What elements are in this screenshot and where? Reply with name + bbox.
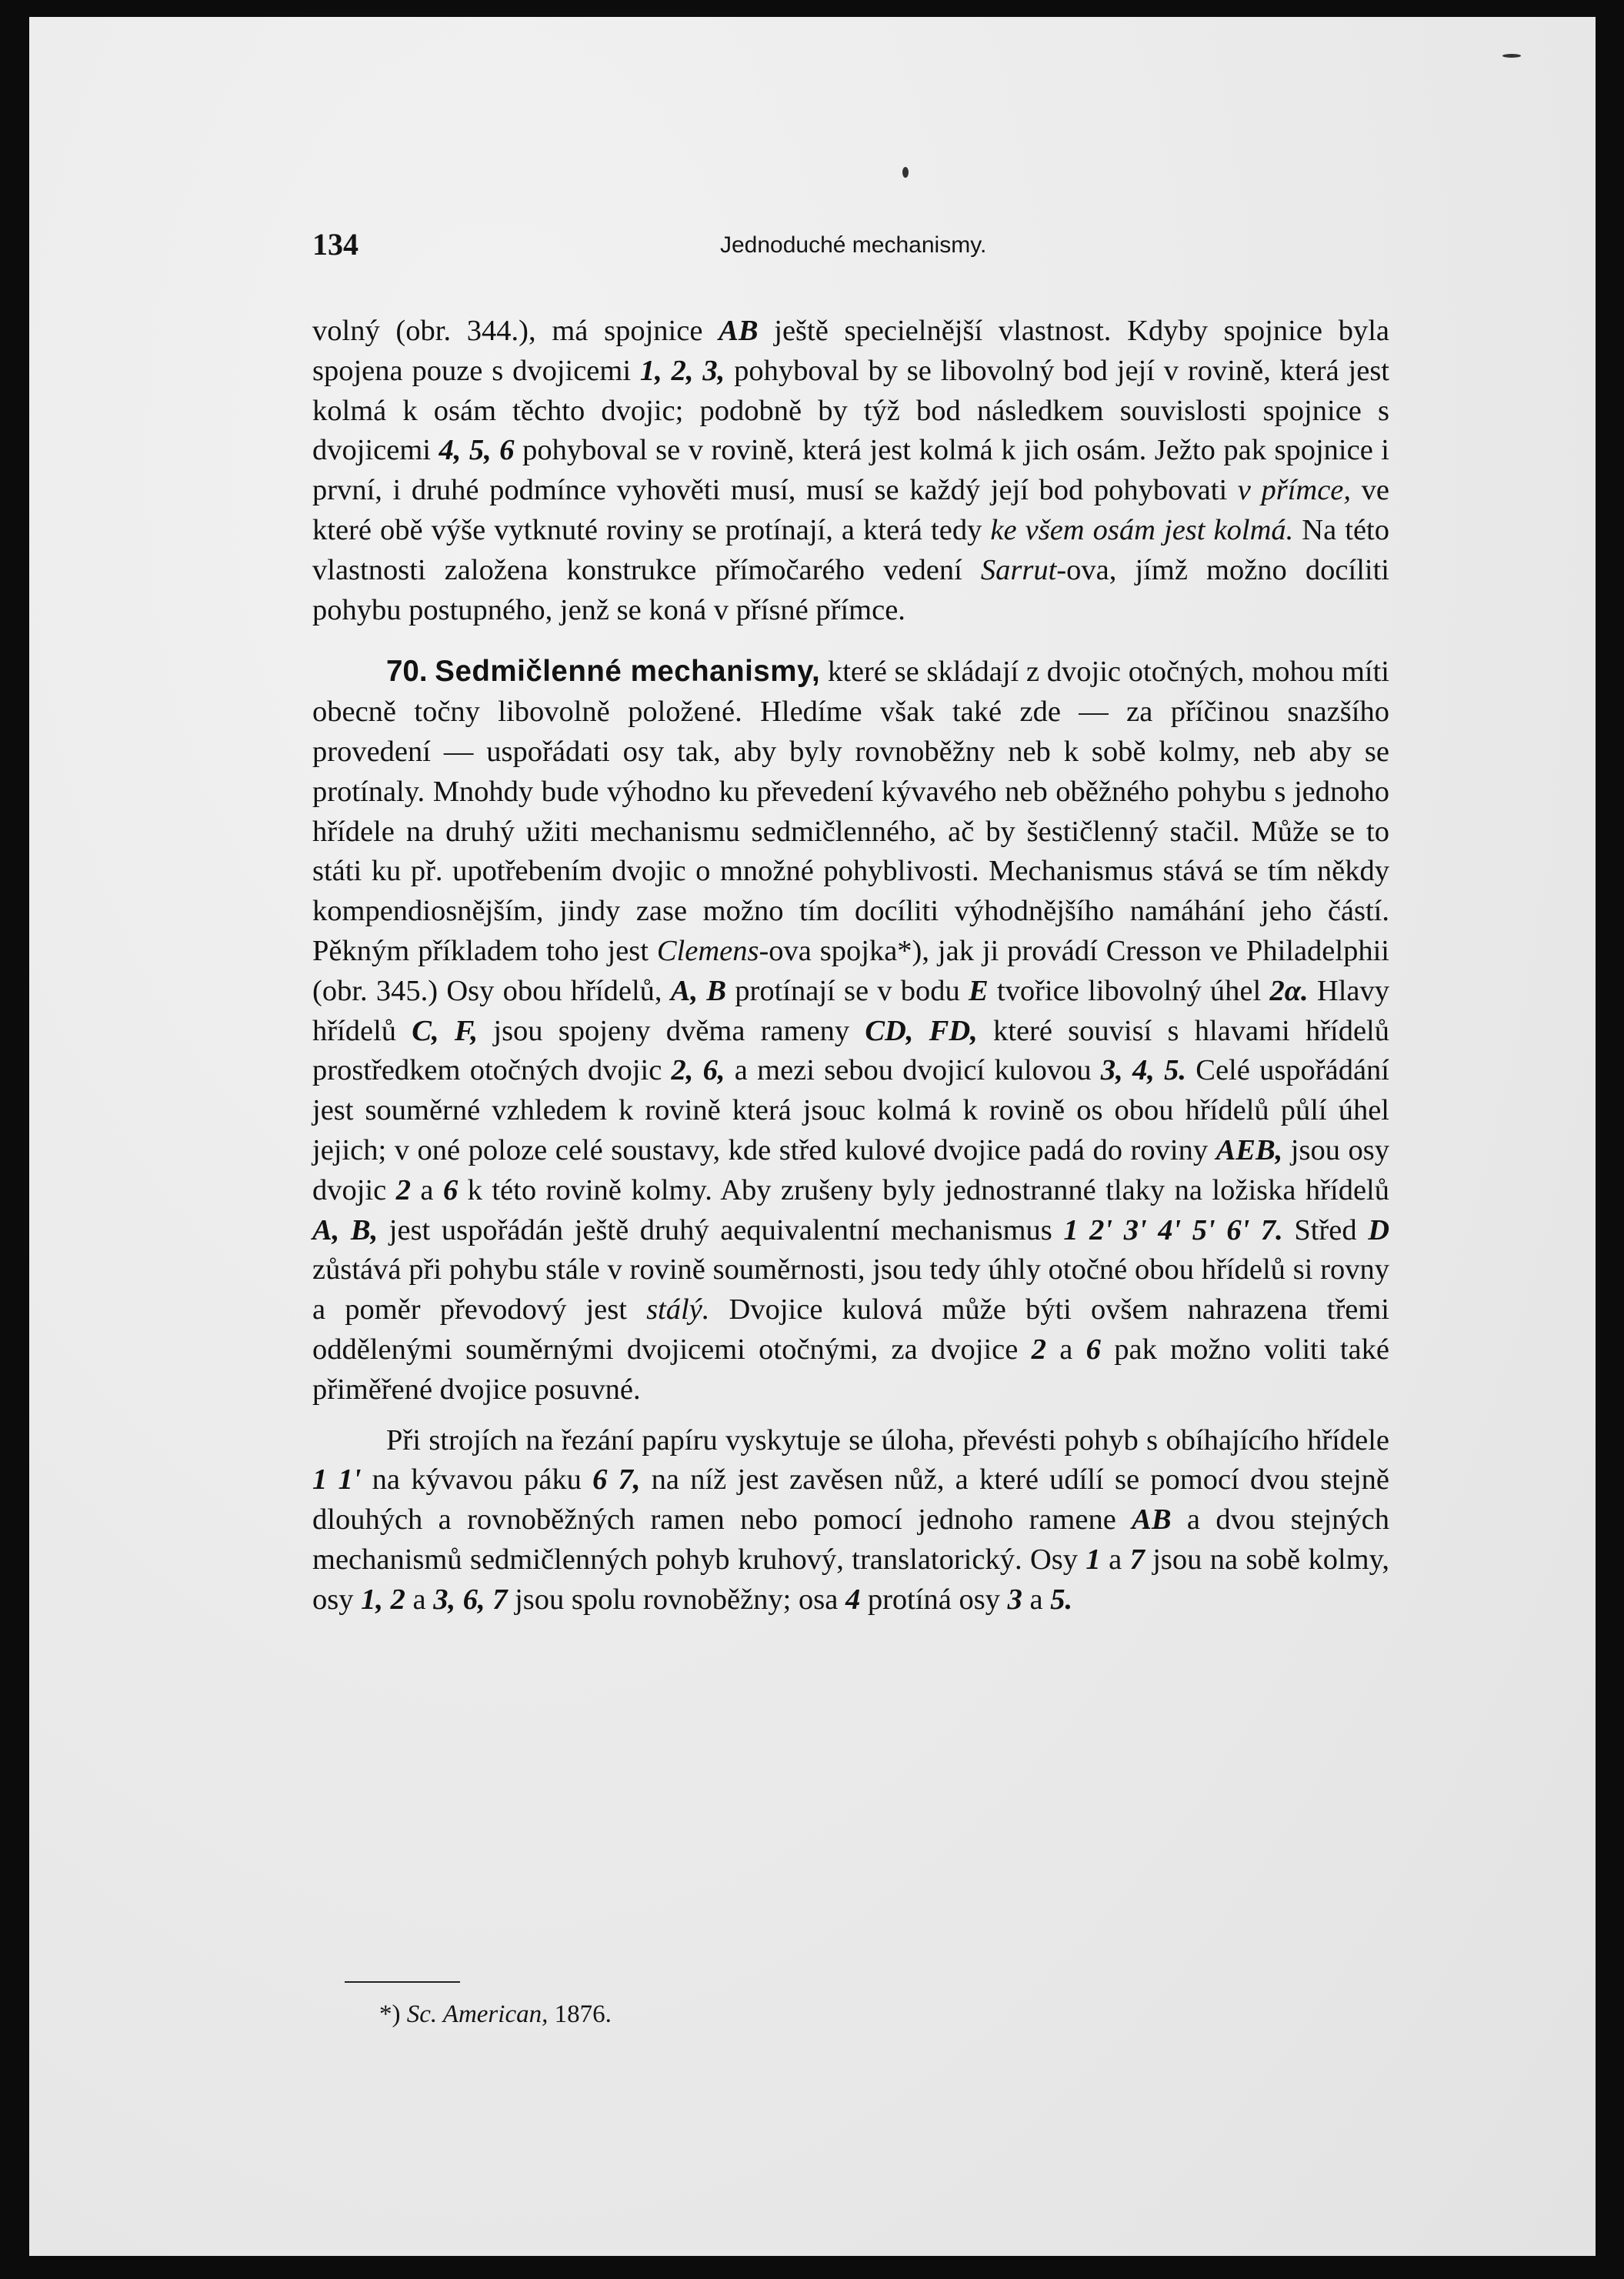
footnote-year: 1876. — [554, 2000, 612, 2028]
paragraph-3 — [312, 1421, 1389, 1620]
math-label: E — [969, 974, 989, 1007]
print-speck — [902, 167, 909, 178]
running-title: Jednoduché mechanismy. — [720, 232, 987, 258]
math-label: 1, 2 — [361, 1583, 405, 1616]
text: volný (obr. 344.), má spojnice — [312, 315, 719, 347]
emphasis: ke všem osám jest kolmá. — [990, 513, 1294, 546]
text: Celé uspořádání jest souměrné vzhledem k rovině která jsouc kolmá k rovině os obou hřídelů půlí úhel jejich; v oné poloze celé soustavy, kde střed kulové dvojice padá do roviny — [312, 1054, 1389, 1166]
math-label: 3, 6, 7 — [433, 1583, 508, 1616]
math-label: AB — [1132, 1503, 1172, 1537]
text: k této rovině kolmy. Aby zrušeny byly jednostranné tlaky na ložiska hřídelů — [458, 1173, 1389, 1206]
footnote-rule — [345, 1981, 460, 1983]
text: a — [410, 1173, 443, 1206]
math-label: 2 — [395, 1173, 411, 1206]
text: pak možno voliti také přiměřené dvojice posuvné. — [312, 1333, 1389, 1406]
text: na níž jest zavěsen nůž, a které udílí se pomocí dvou stejně dlouhých a rovnoběžných ramen nebo pomocí jednoho ramene — [312, 1463, 1390, 1537]
text: -ova, jímž možno docíliti pohybu postupného, jenž se koná v přísné přímce. — [312, 553, 1389, 626]
math-label: A, B — [670, 974, 727, 1007]
math-label: 6 — [442, 1173, 459, 1206]
print-speck — [1502, 54, 1521, 58]
text: -ova spojka*), jak ji provádí Cresson ve Philadelphii (obr. 345.) Osy obou hřídelů, — [312, 934, 1389, 1007]
math-label: 4 — [845, 1583, 861, 1616]
math-label: CD, FD, — [865, 1014, 978, 1047]
text: a dvou stejných mechanismů sedmičlenných pohyb kruhový, translatorický. Osy — [312, 1503, 1389, 1576]
text: ještě specielnější vlastnost. Kdyby spojnice byla spojena pouze s dvojicemi — [312, 315, 1389, 387]
section-title: Sedmičlenné mechanismy, — [435, 655, 821, 689]
math-label: A, B, — [312, 1213, 378, 1246]
text: a — [1100, 1543, 1130, 1576]
math-label: 1 — [1085, 1543, 1101, 1576]
math-label: 6 — [1085, 1333, 1101, 1366]
emphasis: v přímce, — [1237, 474, 1352, 507]
text: a — [405, 1583, 434, 1616]
math-label: AB — [719, 315, 759, 347]
math-label: 5. — [1050, 1583, 1073, 1616]
text: Při strojích na řezání papíru vyskytuje se úloha, převésti pohyb s obíhajícího hřídele — [386, 1423, 1389, 1456]
page-sheet — [29, 17, 1596, 2256]
text: Dvojice kulová může býti ovšem nahrazena třemi oddělenými souměrnými dvojicemi otočnými, za dvojice — [312, 1293, 1389, 1366]
math-label: 6 7, — [592, 1463, 641, 1497]
text: jest uspořádán ještě druhý aequivalentní mechanismus — [378, 1213, 1064, 1246]
math-label: 1 2' 3' 4' 5' 6' 7. — [1063, 1213, 1283, 1246]
math-label: 4, 5, 6 — [439, 434, 515, 467]
text: které souvisí s hlavami hřídelů prostředkem otočných dvojic — [312, 1014, 1389, 1087]
emphasis: Clemens — [656, 934, 759, 967]
text: jsou spojeny dvěma rameny — [478, 1014, 865, 1047]
body-text — [312, 312, 1389, 1620]
paragraph-1 — [312, 312, 1389, 630]
text: jsou na sobě kolmy, osy — [312, 1543, 1390, 1616]
math-label: C, F, — [412, 1014, 479, 1047]
text: Hlavy hřídelů — [312, 974, 1389, 1047]
emphasis: Sarrut — [980, 553, 1057, 586]
text: a — [1022, 1583, 1051, 1616]
text: a — [1045, 1333, 1086, 1366]
text: zůstává při pohybu stále v rovině souměrnosti, jsou tedy úhly otočné obou hřídelů si rovny a poměr převodový jest — [312, 1253, 1389, 1326]
text: jsou spolu rovnoběžny; osa — [507, 1583, 845, 1616]
math-label: 3 — [1007, 1583, 1022, 1616]
math-label: 2 — [1031, 1333, 1046, 1366]
text: protíná osy — [860, 1583, 1008, 1616]
text: Střed — [1282, 1213, 1369, 1246]
text: tvořice libovolný úhel — [988, 974, 1270, 1007]
emphasis: stálý. — [646, 1293, 710, 1326]
text: pohyboval se v rovině, která jest kolmá k jich osám. Ježto pak spojnice i první, i druhé podmínce vyhověti musí, musí se každý její bod pohybovati — [312, 434, 1390, 507]
paragraph-section-70 — [312, 652, 1389, 1410]
footnote-mark: *) — [379, 2000, 401, 2028]
math-label: 1 1' — [312, 1463, 362, 1497]
text: na kývavou páku — [361, 1463, 593, 1497]
math-label: AEB, — [1215, 1133, 1283, 1166]
page-header — [312, 226, 1389, 272]
math-label: D — [1368, 1213, 1389, 1246]
page-number: 134 — [312, 227, 358, 262]
footnote-source: Sc. American, — [406, 2000, 549, 2028]
text: protínají se v bodu — [726, 974, 969, 1007]
math-label: 2, 6, — [671, 1054, 725, 1087]
math-label: 1, 2, 3, — [639, 354, 725, 387]
text: a mezi sebou dvojicí kulovou — [725, 1054, 1101, 1087]
text: které se skládají z dvojic otočných, mohou míti obecně točny libovolně položené. Hledíme však také zde — za příčinou snazšího provedení — uspořádati osy tak, aby byly rovnoběžny neb k sobě kolmy, neb aby se protínaly. Mnohdy bude výhodno ku převedení kývavého neb oběžného pohybu s jednoho hřídele na druhý užiti mechanismu sedmičlenného, ač by šestičlenný stačil. Může se to státi ku př. upotřebením dvojic o množné pohyblivosti. Mechanismus stává se tím někdy kompendiosnějším, jindy zase možno tím docíliti výhodnějšího namáhání jeho částí. Pěkným příkladem toho jest — [312, 656, 1389, 967]
text: Na této vlastnosti založena konstrukce přímočarého vedení — [312, 513, 1389, 586]
math-label: 3, 4, 5. — [1100, 1054, 1187, 1087]
footnote — [379, 2000, 612, 2029]
text: ve které obě výše vytknuté roviny se protínají, a která tedy — [312, 474, 1389, 546]
section-number: 70. — [386, 655, 428, 689]
math-label: 2α. — [1269, 974, 1309, 1007]
text: pohyboval by se libovolný bod její v rovině, která jest kolmá k osám těchto dvojic; podobně by týž bod následkem souvislosti spojnice s dvojicemi — [312, 354, 1389, 467]
math-label: 7 — [1129, 1543, 1145, 1576]
text: jsou osy dvojic — [312, 1133, 1389, 1206]
